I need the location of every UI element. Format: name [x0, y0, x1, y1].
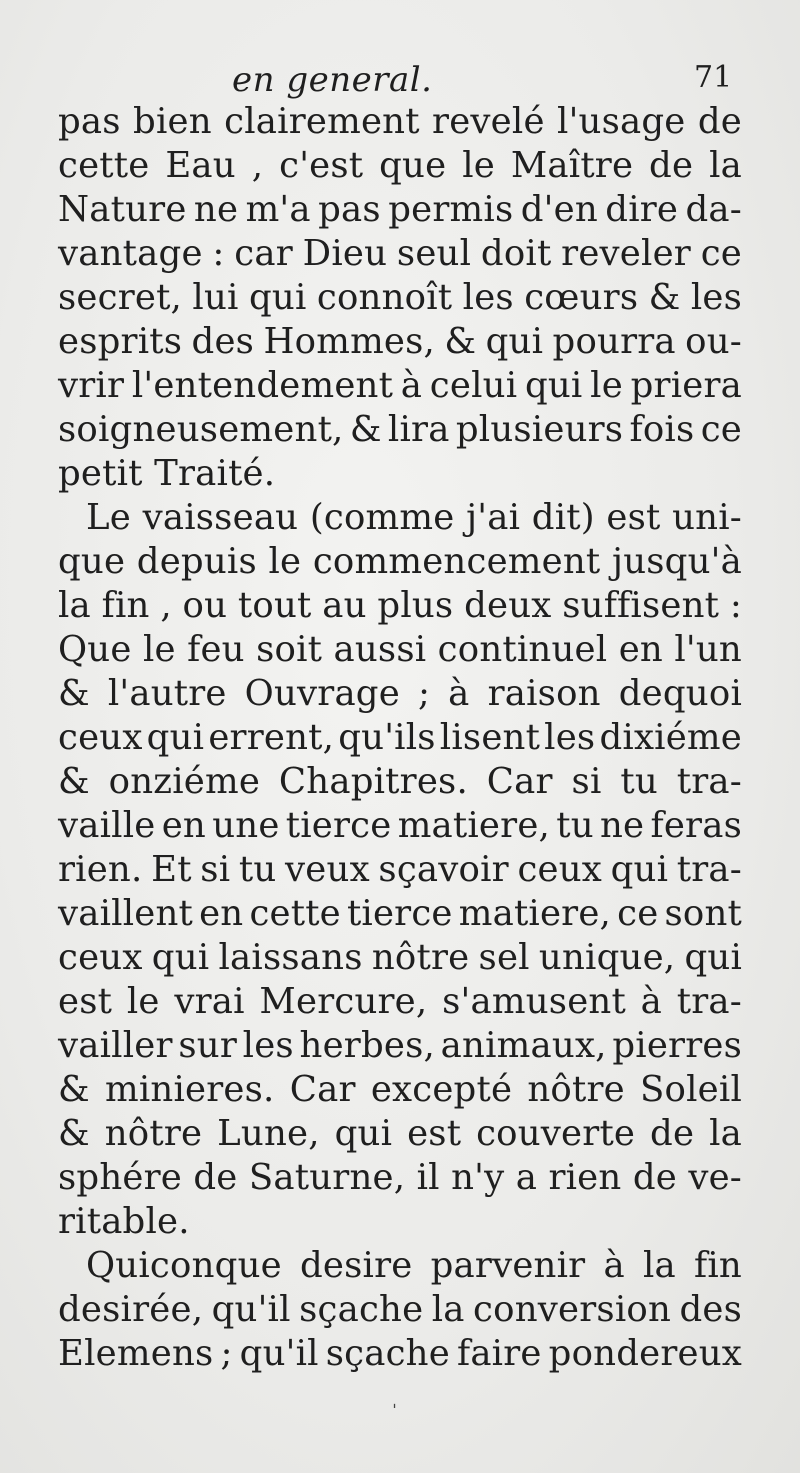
text-line: petit Traité. [58, 453, 276, 494]
text-line: ritable. [58, 1201, 190, 1242]
page-number: 71 [694, 60, 733, 95]
text-line: ceux qui errent, qu'ils lisent les dixiéme [58, 717, 742, 758]
text-line: vailler sur les herbes, animaux, pierres [58, 1025, 742, 1066]
text-line: la fin , ou tout au plus deux suffisent : [58, 585, 742, 626]
text-line: Le vaisseau (comme j'ai dit) est uni- [86, 497, 742, 538]
text-line: esprits des Hommes, & qui pourra ou- [58, 321, 742, 362]
text-line: vaille en une tierce matiere, tu ne feras [58, 805, 742, 846]
text-line: cette Eau , c'est que le Maître de la [58, 145, 742, 186]
text-line: & nôtre Lune, qui est couverte de la [58, 1113, 742, 1154]
text-line: Nature ne m'a pas permis d'en dire da- [58, 189, 742, 230]
text-line: vaillent en cette tierce matiere, ce sont [58, 893, 742, 934]
text-line: Que le feu soit aussi continuel en l'un [58, 629, 742, 670]
text-line: & minieres. Car excepté nôtre Soleil [58, 1069, 742, 1110]
text-line: rien. Et si tu veux sçavoir ceux qui tra- [58, 849, 742, 890]
text-line: & onziéme Chapitres. Car si tu tra- [58, 761, 742, 802]
text-line: vrir l'entendement à celui qui le priera [58, 365, 742, 406]
text-line: soigneusement, & lira plusieurs fois ce [58, 409, 742, 450]
text-line: vantage : car Dieu seul doit reveler ce [58, 233, 742, 274]
running-head: en general. [232, 60, 433, 100]
text-line: est le vrai Mercure, s'amusent à tra- [58, 981, 742, 1022]
text-line: que depuis le commencement jusqu'à [58, 541, 742, 582]
text-line: Elemens ; qu'il sçache faire pondereux [58, 1333, 742, 1374]
text-line: pas bien clairement revelé l'usage de [58, 101, 742, 142]
text-line: sphére de Saturne, il n'y a rien de ve- [58, 1157, 742, 1198]
ink-speck: ˌ [392, 1390, 397, 1411]
page-header [0, 60, 800, 100]
text-line: desirée, qu'il sçache la conversion des [58, 1289, 742, 1330]
text-line: secret, lui qui connoît les cœurs & les [58, 277, 742, 318]
text-line: Quiconque desire parvenir à la fin [86, 1245, 742, 1286]
text-line: & l'autre Ouvrage ; à raison dequoi [58, 673, 742, 714]
text-line: ceux qui laissans nôtre sel unique, qui [58, 937, 742, 978]
